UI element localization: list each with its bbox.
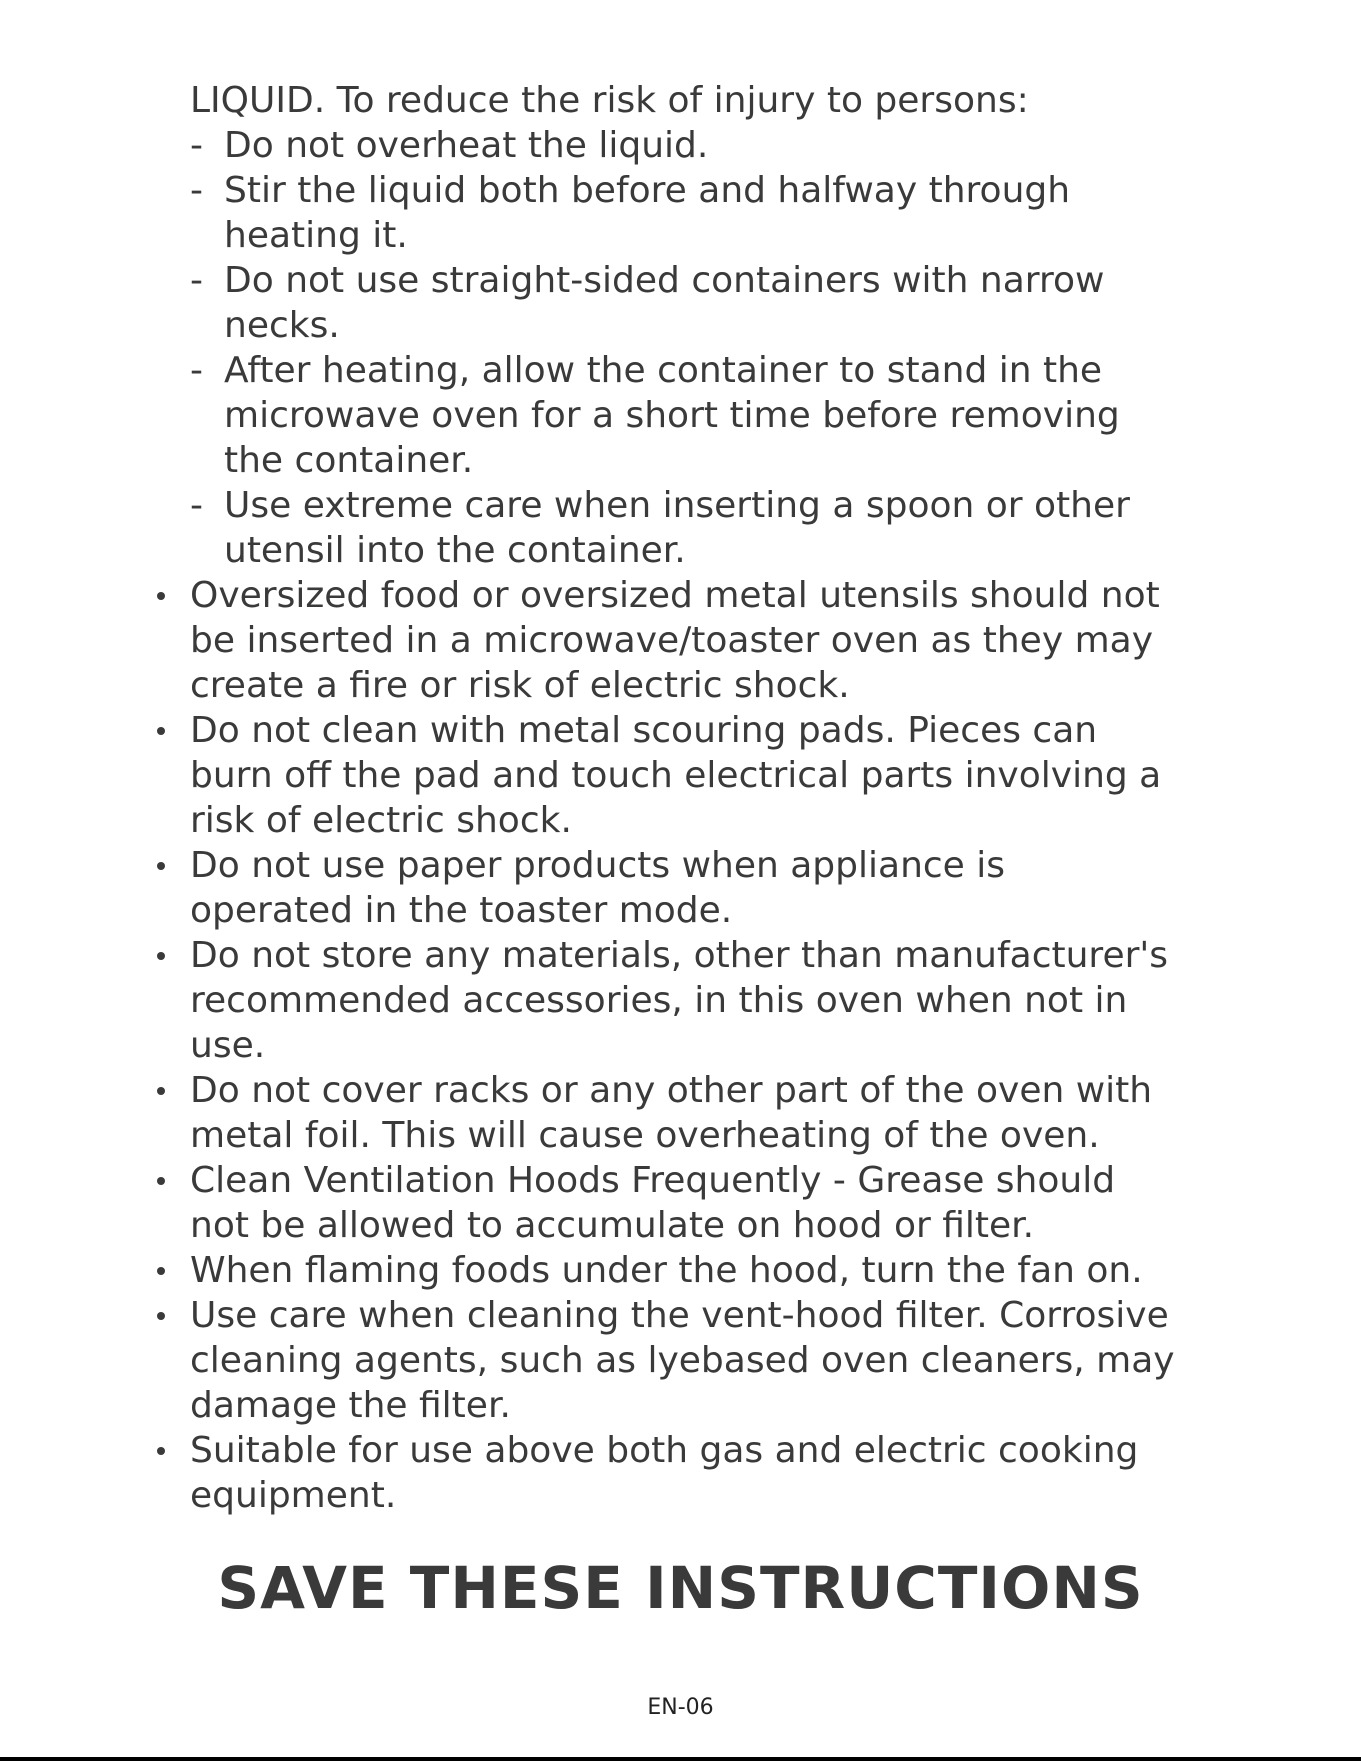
dash-marker: - (190, 350, 203, 391)
text-line: LIQUID. To reduce the risk of injury to persons: (190, 80, 1029, 121)
text-line: cleaning agents, such as lyebased oven cleaners, may (190, 1340, 1175, 1381)
text-line: Suitable for use above both gas and electric cooking (190, 1430, 1139, 1471)
bullet-list-item (0, 933, 1361, 1068)
dash-list-item (0, 168, 1361, 258)
bullet-list-item (0, 1158, 1361, 1248)
page-number: EN-06 (647, 1695, 714, 1720)
text-line: be inserted in a microwave/toaster oven as they may (190, 620, 1153, 661)
bullet-list-item (0, 1428, 1361, 1518)
text-line: heating it. (224, 215, 408, 256)
bullet-list-item (0, 1248, 1361, 1293)
text-line: Do not store any materials, other than manufacturer's (190, 935, 1169, 976)
dash-list-item (0, 258, 1361, 348)
text-line: create a fire or risk of electric shock. (190, 665, 850, 706)
dash-marker: - (190, 260, 203, 301)
text-line: the container. (224, 440, 474, 481)
dash-list (0, 123, 1361, 573)
text-line: When flaming foods under the hood, turn the fan on. (190, 1250, 1143, 1291)
text-line: Use care when cleaning the vent-hood filter. Corrosive (190, 1295, 1169, 1336)
text-line: Do not clean with metal scouring pads. Pieces can (190, 710, 1098, 751)
dash-marker: - (190, 485, 203, 526)
text-line: Do not cover racks or any other part of the oven with (190, 1070, 1153, 1111)
bullet-list-item (0, 1293, 1361, 1428)
text-line: not be allowed to accumulate on hood or filter. (190, 1205, 1035, 1246)
dash-marker: - (190, 170, 203, 211)
bullet-list-item (0, 1068, 1361, 1158)
bullet-list (0, 573, 1361, 1518)
text-line: metal foil. This will cause overheating of the oven. (190, 1115, 1100, 1156)
text-line: utensil into the container. (224, 530, 686, 571)
text-line: Do not use paper products when appliance is (190, 845, 1006, 886)
dash-list-item (0, 348, 1361, 483)
bullet-list-item (0, 843, 1361, 933)
dash-list-item (0, 483, 1361, 573)
text-line: damage the filter. (190, 1385, 511, 1426)
bullet-list-item (0, 708, 1361, 843)
document-body (0, 78, 1361, 1518)
save-instructions-heading: SAVE THESE INSTRUCTIONS (217, 1554, 1144, 1622)
bottom-divider (0, 1757, 1361, 1761)
text-line: operated in the toaster mode. (190, 890, 733, 931)
text-line: risk of electric shock. (190, 800, 572, 841)
intro-paragraph (0, 78, 1361, 123)
text-line: After heating, allow the container to stand in the (224, 350, 1103, 391)
text-line: use. (190, 1025, 266, 1066)
dash-marker: - (190, 125, 203, 166)
text-line: microwave oven for a short time before removing (224, 395, 1120, 436)
bullet-list-item (0, 573, 1361, 708)
text-line: recommended accessories, in this oven when not in (190, 980, 1128, 1021)
text-line: equipment. (190, 1475, 397, 1516)
text-line: necks. (224, 305, 340, 346)
text-line: Oversized food or oversized metal utensils should not (190, 575, 1160, 616)
text-line: burn off the pad and touch electrical parts involving a (190, 755, 1162, 796)
text-line: Do not overheat the liquid. (224, 125, 709, 166)
dash-list-item (0, 123, 1361, 168)
text-line: Use extreme care when inserting a spoon or other (224, 485, 1130, 526)
text-line: Do not use straight-sided containers with narrow (224, 260, 1105, 301)
text-line: Clean Ventilation Hoods Frequently - Grease should (190, 1160, 1116, 1201)
text-line: Stir the liquid both before and halfway through (224, 170, 1071, 211)
